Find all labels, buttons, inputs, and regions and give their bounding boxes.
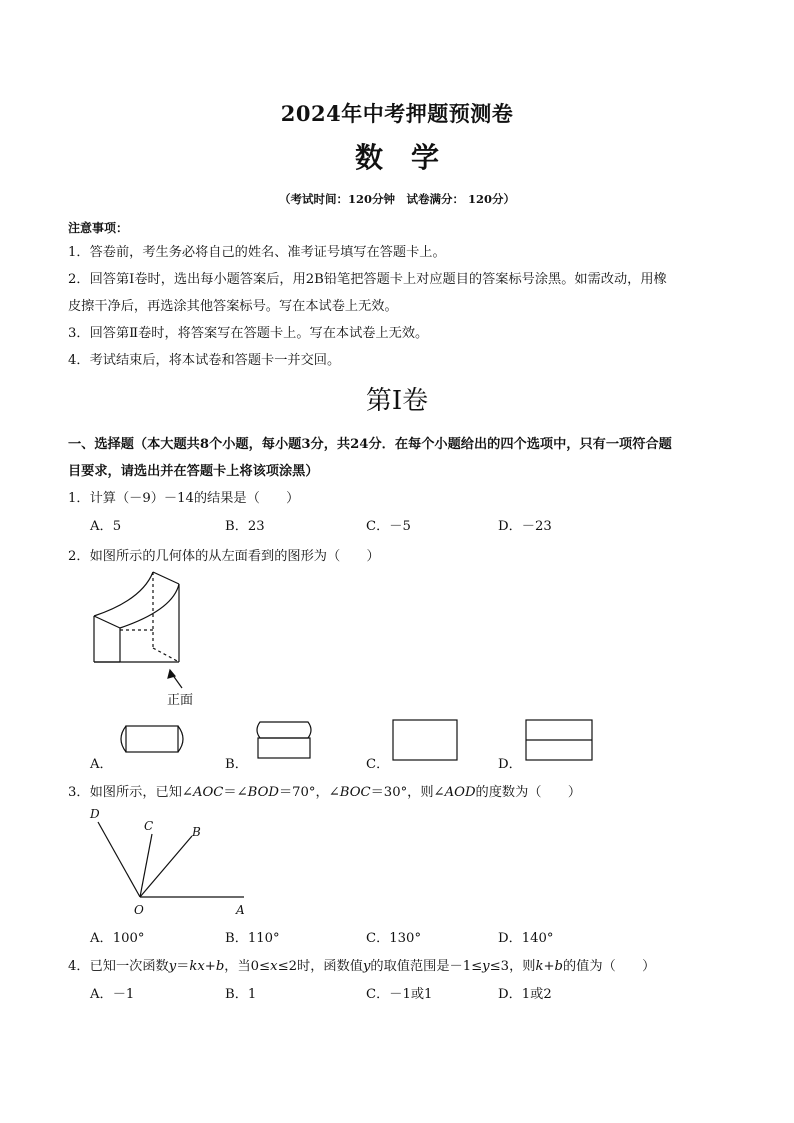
q2-solid-figure <box>80 570 220 710</box>
part1-heading: 一、选择题（本大题共8个小题，每小题3分，共24分．在每个小题给出的四个选项中，只有一项符合题 <box>68 437 672 452</box>
q2-option-c-figure[interactable] <box>390 716 462 766</box>
exam-title: 2024年中考押题预测卷 <box>280 101 514 126</box>
q3-option-a[interactable]: A．100° <box>90 931 145 946</box>
q3-option-c[interactable]: C．130° <box>366 931 422 946</box>
point-b-label: B <box>192 825 201 839</box>
point-d-label: D <box>90 807 100 821</box>
q2-front-label: 正面 <box>167 693 194 708</box>
q2-option-b[interactable]: B． <box>225 757 248 772</box>
notice-item: 1．答卷前，考生务必将自己的姓名、准考证号填写在答题卡上。 <box>68 245 446 260</box>
part1-heading-cont: 目要求，请选出并在答题卡上将该项涂黑） <box>68 464 319 479</box>
q1-option-b[interactable]: B．23 <box>225 519 265 534</box>
exam-time-info: （考试时间：120分钟 试卷满分： 120分） <box>278 192 515 206</box>
q1-option-a[interactable]: A．5 <box>90 519 122 534</box>
question-4-stem: 4．已知一次函数y＝kx+b，当0≤x≤2时，函数值y的取值范围是－1≤y≤3，则k+b的值为（ ） <box>68 959 656 974</box>
q3-option-d[interactable]: D．140° <box>498 931 554 946</box>
question-2-stem: 2．如图所示的几何体的从左面看到的图形为（ ） <box>68 549 380 564</box>
q2-option-d-figure[interactable] <box>523 716 595 766</box>
q3-option-b[interactable]: B．110° <box>225 931 280 946</box>
q1-option-c[interactable]: C．－5 <box>366 519 411 534</box>
notice-item: 皮擦干净后，再选涂其他答案标号。写在本试卷上无效。 <box>68 299 398 314</box>
notice-item: 2．回答第Ⅰ卷时，选出每小题答案后，用2B铅笔把答题卡上对应题目的答案标号涂黑。如需改动，用橡 <box>68 272 667 287</box>
q2-option-a-figure[interactable] <box>110 720 192 764</box>
notice-item: 3．回答第Ⅱ卷时，将答案写在答题卡上。写在本试卷上无效。 <box>68 326 429 341</box>
q2-option-d[interactable]: D． <box>498 757 522 772</box>
question-1-stem: 1．计算（－9）－14的结果是（ ） <box>68 491 300 506</box>
q4-option-d[interactable]: D．1或2 <box>498 987 552 1002</box>
question-3-stem: 3．如图所示，已知∠AOC＝∠BOD＝70°，∠BOC＝30°，则∠AOD的度数为（ ） <box>68 785 582 800</box>
point-o-label: O <box>134 903 144 917</box>
point-a-label: A <box>236 903 245 917</box>
q3-angle-figure <box>84 802 254 922</box>
q4-option-b[interactable]: B．1 <box>225 987 257 1002</box>
q2-option-b-figure[interactable] <box>250 716 320 766</box>
q1-option-d[interactable]: D．－23 <box>498 519 552 534</box>
notice-heading: 注意事项： <box>68 221 129 235</box>
notice-item: 4．考试结束后，将本试卷和答题卡一并交回。 <box>68 353 341 368</box>
subject-title: 数 学 <box>354 141 439 174</box>
q4-option-c[interactable]: C．－1或1 <box>366 987 433 1002</box>
q2-option-a[interactable]: A． <box>90 757 113 772</box>
q2-option-c[interactable]: C． <box>366 757 390 772</box>
point-c-label: C <box>144 819 154 833</box>
section-title: 第Ⅰ卷 <box>365 386 429 416</box>
q4-option-a[interactable]: A．－1 <box>90 987 135 1002</box>
